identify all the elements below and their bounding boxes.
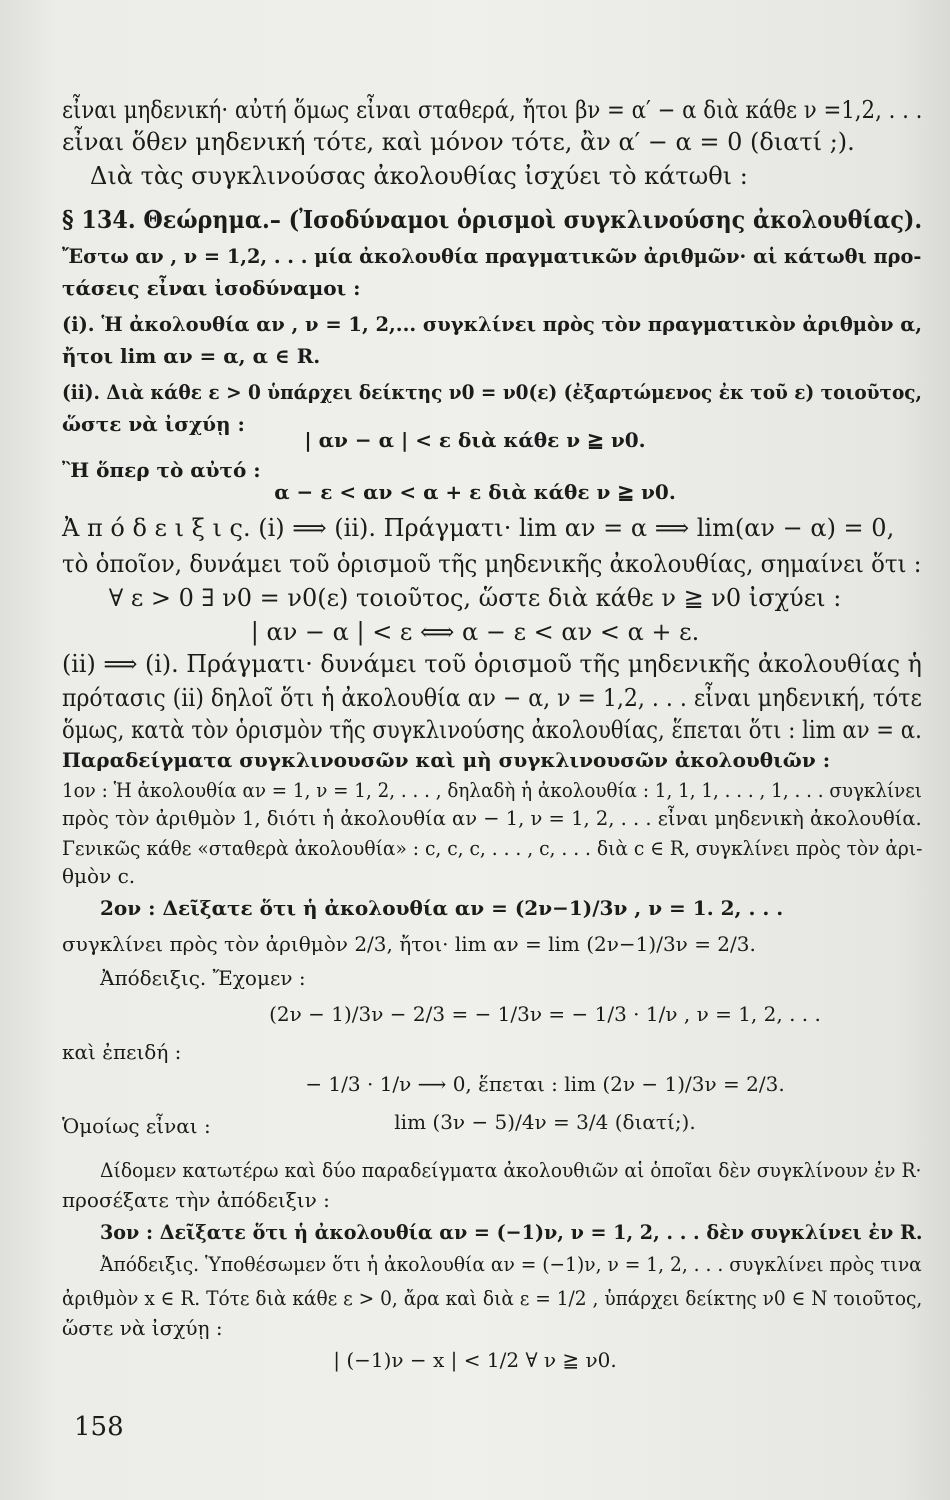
example-line: συγκλίνει πρὸς τὸν ἀριθμὸν 2/3, ἤτοι· lim αν = lim (2ν−1)/3ν = 2/3. bbox=[62, 932, 756, 956]
formula-line: | αν − α | < ε ⟺ α − ε < αν < α + ε. bbox=[250, 618, 700, 646]
theorem-statement: ἤτοι lim αν = α, α ∈ R. bbox=[62, 344, 321, 368]
text-line: ὅμως, κατὰ τὸν ὁρισμὸν τῆς συγκλινούσης ἀκολουθίας, ἕπεται ὅτι : lim αν = α. bbox=[62, 716, 922, 744]
text-line: ἀριθμὸν x ∈ R. Τότε διὰ κάθε ε > 0, ἄρα καὶ διὰ ε = 1/2 , ὑπάρχει δείκτης ν0 ∈ N τοιοῦτος, bbox=[62, 1286, 923, 1310]
example-line: 2ον : Δεῖξατε ὅτι ἡ ἀκολουθία αν = (2ν−1)/3ν , ν = 1. 2, . . . bbox=[100, 896, 784, 920]
text-line: τὸ ὁποῖον, δυνάμει τοῦ ὁρισμοῦ τῆς μηδενικῆς ἀκολουθίας, σημαίνει ὅτι : bbox=[62, 550, 922, 578]
formula-line: (2ν − 1)/3ν − 2/3 = − 1/3ν = − 1/3 · 1/ν , ν = 1, 2, . . . bbox=[269, 1002, 821, 1026]
theorem-heading: § 134. Θεώρημα.– (Ἰσοδύναμοι ὁρισμοὶ συγκλινούσης ἀκολουθίας). bbox=[62, 205, 923, 234]
text-line: Διὰ τὰς συγκλινούσας ἀκολουθίας ἰσχύει τὸ κάτωθι : bbox=[90, 162, 748, 190]
formula-line: | (−1)ν − x | < 1/2 ∀ ν ≧ ν0. bbox=[333, 1348, 617, 1372]
example-line: 3ον : Δεῖξατε ὅτι ἡ ἀκολουθία αν = (−1)ν, ν = 1, 2, . . . δὲν συγκλίνει ἐν R. bbox=[100, 1220, 923, 1244]
text-line: ὥστε νὰ ἰσχύῃ : bbox=[62, 1316, 223, 1340]
text-line: 1ον : Ἡ ἀκολουθία αν = 1, ν = 1, 2, . . . , δηλαδὴ ἡ ἀκολουθία : 1, 1, 1, . . . , 1, . . . συγκλίνει bbox=[62, 778, 922, 802]
text-line: Ὁμοίως εἶναι : bbox=[62, 1114, 211, 1138]
text-line: (ii) ⟹ (i). Πράγματι· δυνάμει τοῦ ὁρισμοῦ τῆς μηδενικῆς ἀκολουθίας ἡ bbox=[62, 650, 922, 678]
text-line: εἶναι ὅθεν μηδενική τότε, καὶ μόνον τότε, ἂν α′ − α = 0 (διατί ;). bbox=[62, 128, 855, 156]
text-line: Δίδομεν κατωτέρω καὶ δύο παραδείγματα ἀκολουθιῶν αἱ ὁποῖαι δὲν συγκλίνουν ἐν R· bbox=[100, 1158, 922, 1182]
theorem-statement: Ἔστω αν , ν = 1,2, . . . μία ἀκολουθία πραγματικῶν ἀριθμῶν· αἱ κάτωθι προ- bbox=[62, 244, 922, 268]
text-line: θμὸν c. bbox=[62, 864, 136, 888]
text-line: Γενικῶς κάθε «σταθερὰ ἀκολουθία» : c, c, c, . . . , c, . . . διὰ c ∈ R, συγκλίνει πρὸς τὸν ἀρι- bbox=[62, 836, 923, 860]
formula-line: ∀ ε > 0 ∃ ν0 = ν0(ε) τοιοῦτος, ὥστε διὰ κάθε ν ≧ ν0 ἰσχύει : bbox=[108, 584, 842, 612]
theorem-statement: τάσεις εἶναι ἰσοδύναμοι : bbox=[62, 276, 361, 300]
proof-line: Ἀπόδειξις. Ἔχομεν : bbox=[100, 966, 306, 990]
text-line: προσέξατε τὴν ἀπόδειξιν : bbox=[62, 1188, 330, 1212]
formula-line: | αν − α | < ε διὰ κάθε ν ≧ ν0. bbox=[304, 428, 646, 452]
page-number: 158 bbox=[74, 1412, 124, 1442]
formula-line: − 1/3 · 1/ν ⟶ 0, ἕπεται : lim (2ν − 1)/3ν = 2/3. bbox=[305, 1072, 785, 1096]
text-line: εἶναι μηδενική· αὐτή ὅμως εἶναι σταθερά, ἤτοι βν = α′ − α διὰ κάθε ν =1,2, . . . bbox=[62, 96, 923, 124]
theorem-statement: ὥστε νὰ ἰσχύῃ : bbox=[62, 412, 245, 436]
theorem-statement: Ἢ ὅπερ τὸ αὐτό : bbox=[62, 458, 261, 482]
examples-heading: Παραδείγματα συγκλινουσῶν καὶ μὴ συγκλινουσῶν ἀκολουθιῶν : bbox=[62, 748, 831, 772]
proof-line: Ἀ π ό δ ε ι ξ ι ς. (i) ⟹ (ii). Πράγματι· lim αν = α ⟹ lim(αν − α) = 0, bbox=[62, 514, 895, 542]
proof-line: Ἀπόδειξις. Ὑποθέσωμεν ὅτι ἡ ἀκολουθία αν = (−1)ν, ν = 1, 2, . . . συγκλίνει πρὸς τινα bbox=[100, 1252, 922, 1276]
formula-line: lim (3ν − 5)/4ν = 3/4 (διατί;). bbox=[394, 1110, 696, 1134]
text-line: πρότασις (ii) δηλοῖ ὅτι ἡ ἀκολουθία αν − α, ν = 1,2, . . . εἶναι μηδενική, τότε bbox=[62, 684, 922, 712]
text-line: πρὸς τὸν ἀριθμὸν 1, διότι ἡ ἀκολουθία αν − 1, ν = 1, 2, . . . εἶναι μηδενικὴ ἀκολουθία. bbox=[62, 806, 922, 830]
formula-line: α − ε < αν < α + ε διὰ κάθε ν ≧ ν0. bbox=[274, 480, 676, 504]
theorem-statement: (ii). Διὰ κάθε ε > 0 ὑπάρχει δείκτης ν0 = ν0(ε) (ἐξαρτώμενος ἐκ τοῦ ε) τοιοῦτος, bbox=[62, 380, 922, 404]
theorem-statement: (i). Ἡ ἀκολουθία αν , ν = 1, 2,... συγκλίνει πρὸς τὸν πραγματικὸν ἀριθμὸν α, bbox=[62, 312, 923, 336]
text-line: καὶ ἐπειδή : bbox=[62, 1040, 182, 1064]
